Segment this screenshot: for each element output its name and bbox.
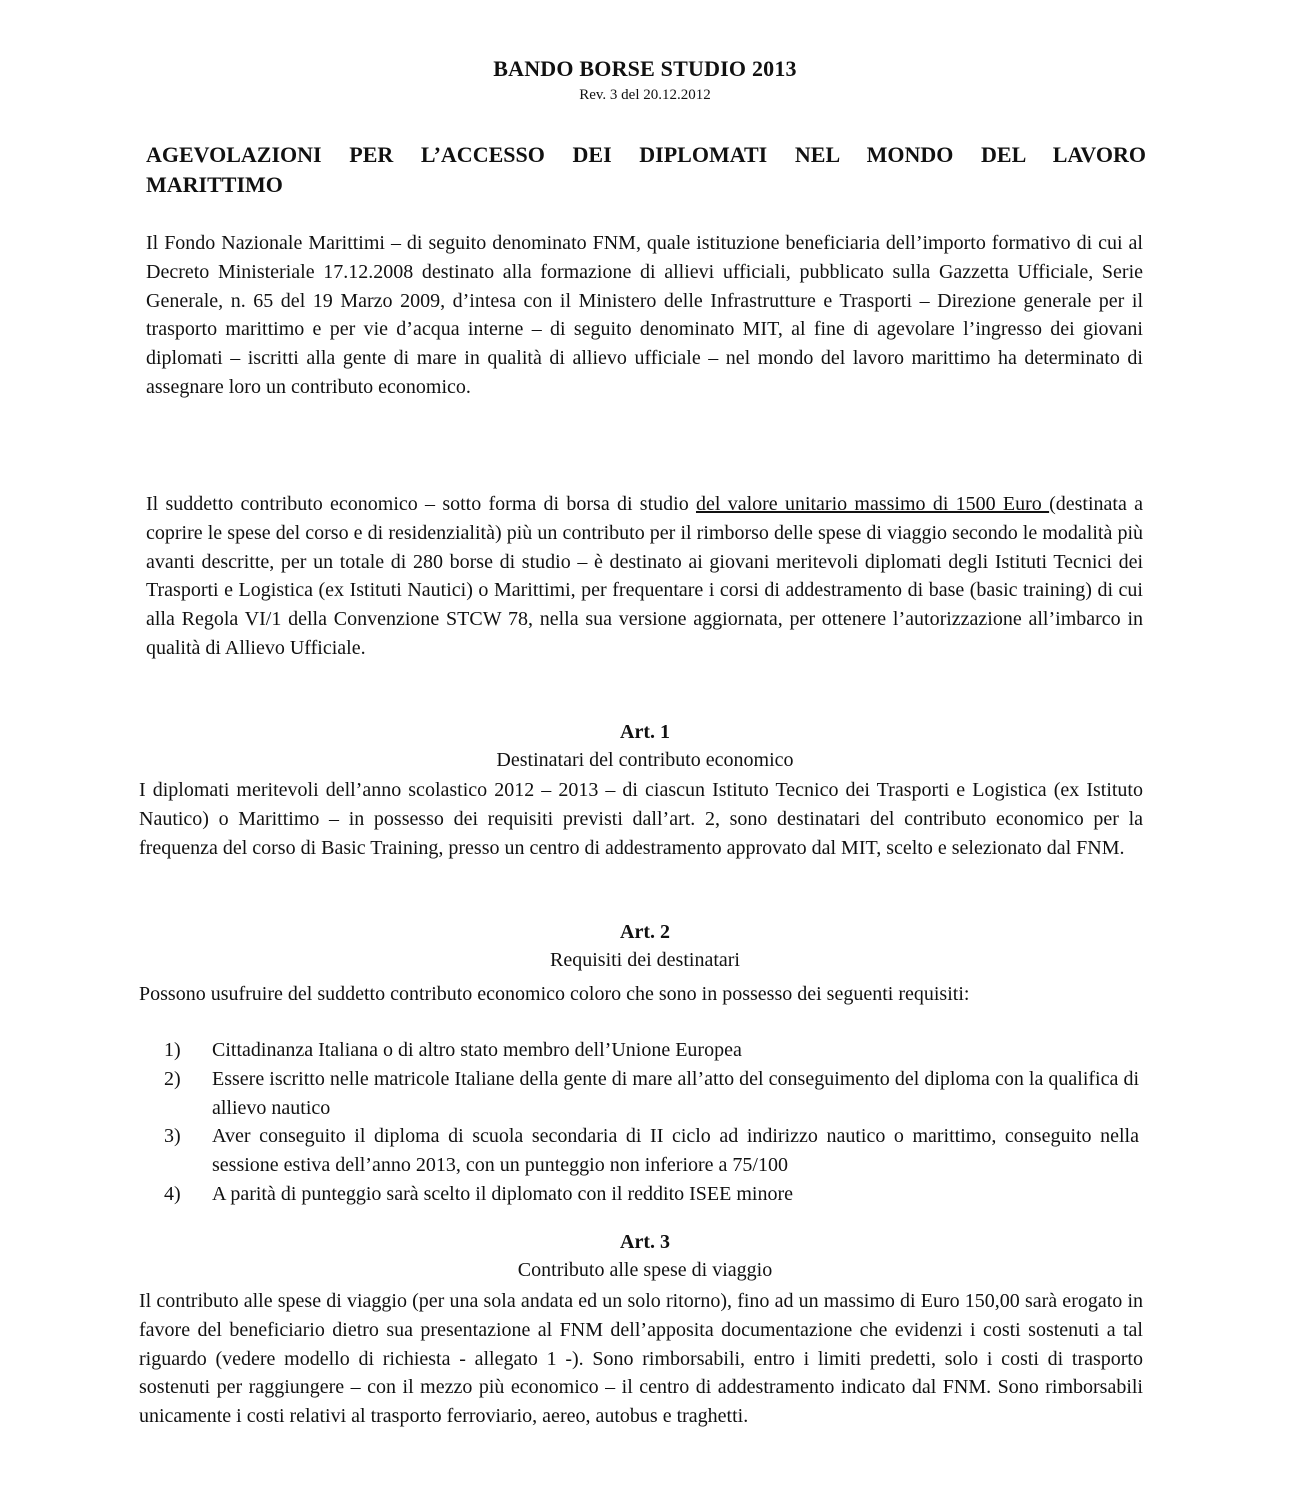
article-1-subtitle: Destinatari del contributo economico bbox=[496, 749, 794, 771]
list-item-text: Aver conseguito il diploma di scuola secondaria di II ciclo ad indirizzo nautico o marittimo, conseguito nella sessione estiva dell’anno 2013, con un punteggio non inferiore a 75/100 bbox=[212, 1125, 1139, 1177]
article-3-number: Art. 3 bbox=[620, 1231, 670, 1253]
contribution-paragraph bbox=[146, 490, 1143, 663]
list-item-text: A parità di punteggio sarà scelto il diplomato con il reddito ISEE minore bbox=[212, 1182, 793, 1205]
article-2-subtitle: Requisiti dei destinatari bbox=[550, 949, 740, 971]
article-1-text: I diplomati meritevoli dell’anno scolastico 2012 – 2013 – di ciascun Istituto Tecnico dei Trasporti e Logistica (ex Istituto Nautico) o Marittimo – in possesso dei requisiti previsti dall’art. 2, sono destinatari del contributo economico per la frequenza del corso di Basic Training, presso un centro di addestramento approvato dal MIT, scelto e selezionato dal FNM. bbox=[139, 779, 1143, 859]
article-2-text: Possono usufruire del suddetto contributo economico coloro che sono in possesso dei seguenti requisiti: bbox=[139, 983, 970, 1005]
list-item-number: 2) bbox=[164, 1067, 181, 1090]
article-3-text: Il contributo alle spese di viaggio (per una sola andata ed un solo ritorno), fino ad un massimo di Euro 150,00 sarà erogato in favore del beneficiario dietro sua presentazione al FNM dell’apposita documentazione che evidenzi i costi sostenuti a tal riguardo (vedere modello di richiesta - allegato 1 -). Sono rimborsabili, entro i limiti predetti, solo i costi di trasporto sostenuti per raggiungere – con il mezzo più economico – il centro di addestramento indicato dal FNM. Sono rimborsabili unicamente i costi relativi al trasporto ferroviario, aereo, autobus e traghetti. bbox=[139, 1290, 1143, 1428]
revision-line: Rev. 3 del 20.12.2012 bbox=[579, 87, 711, 103]
list-item bbox=[164, 1180, 1139, 1209]
contribution-underlined-amount: del valore unitario massimo di 1500 Euro bbox=[695, 493, 1050, 515]
list-item-text: Cittadinanza Italiana o di altro stato membro dell’Unione Europea bbox=[212, 1039, 742, 1061]
article-1-number: Art. 1 bbox=[620, 721, 670, 743]
list-item-number: 4) bbox=[164, 1182, 181, 1205]
contribution-text-part1: Il suddetto contributo economico – sotto forma di borsa di studio bbox=[146, 493, 696, 515]
contribution-text-part2: (destinata a coprire le spese del corso e di residenzialità) più un contributo per il rimborso delle spese di viaggio secondo le modalità più avanti descritte, per un totale di 280 borse di studio – è destinato ai giovani meritevoli diplomati degli Istituti Tecnici dei Trasporti e Logistica (ex Istituti Nautici) o Marittimi, per frequentare i corsi di addestramento di base (basic training) di cui alla Regola VI/1 della Convenzione STCW 78, nella sua versione aggiornata, per ottenere l’autorizzazione all’imbarco in qualità di Allievo Ufficiale. bbox=[146, 493, 1143, 659]
intro-paragraph: Il Fondo Nazionale Marittimi – di seguito denominato FNM, quale istituzione beneficiaria dell’importo formativo di cui al Decreto Ministeriale 17.12.2008 destinato alla formazione di allievi ufficiali, pubblicato sulla Gazzetta Ufficiale, Serie Generale, n. 65 del 19 Marzo 2009, d’intesa con il Ministero delle Infrastrutture e Trasporti – Direzione generale per il trasporto marittimo e per vie d’acqua interne – di seguito denominato MIT, al fine di agevolare l’ingresso dei giovani diplomati – iscritti alla gente di mare in qualità di allievo ufficiale – nel mondo del lavoro marittimo ha determinato di assegnare loro un contributo economico. bbox=[146, 232, 1143, 398]
requirements-list bbox=[164, 1036, 1139, 1209]
list-item-number: 3) bbox=[164, 1125, 181, 1148]
section-heading: AGEVOLAZIONI PER L’ACCESSO DEI DIPLOMATI NEL MONDO DEL LAVORO MARITTIMO bbox=[146, 142, 1146, 197]
list-item-text: Essere iscritto nelle matricole Italiane della gente di mare all’atto del conseguimento del diploma con la qualifica di allievo nautico bbox=[212, 1067, 1139, 1119]
article-3-subtitle: Contributo alle spese di viaggio bbox=[517, 1259, 773, 1281]
list-item bbox=[164, 1122, 1139, 1180]
list-item bbox=[164, 1065, 1139, 1123]
document-title: BANDO BORSE STUDIO 2013 bbox=[493, 56, 797, 81]
list-item bbox=[164, 1036, 1139, 1065]
article-2-number: Art. 2 bbox=[620, 921, 670, 943]
list-item-number: 1) bbox=[164, 1039, 181, 1061]
